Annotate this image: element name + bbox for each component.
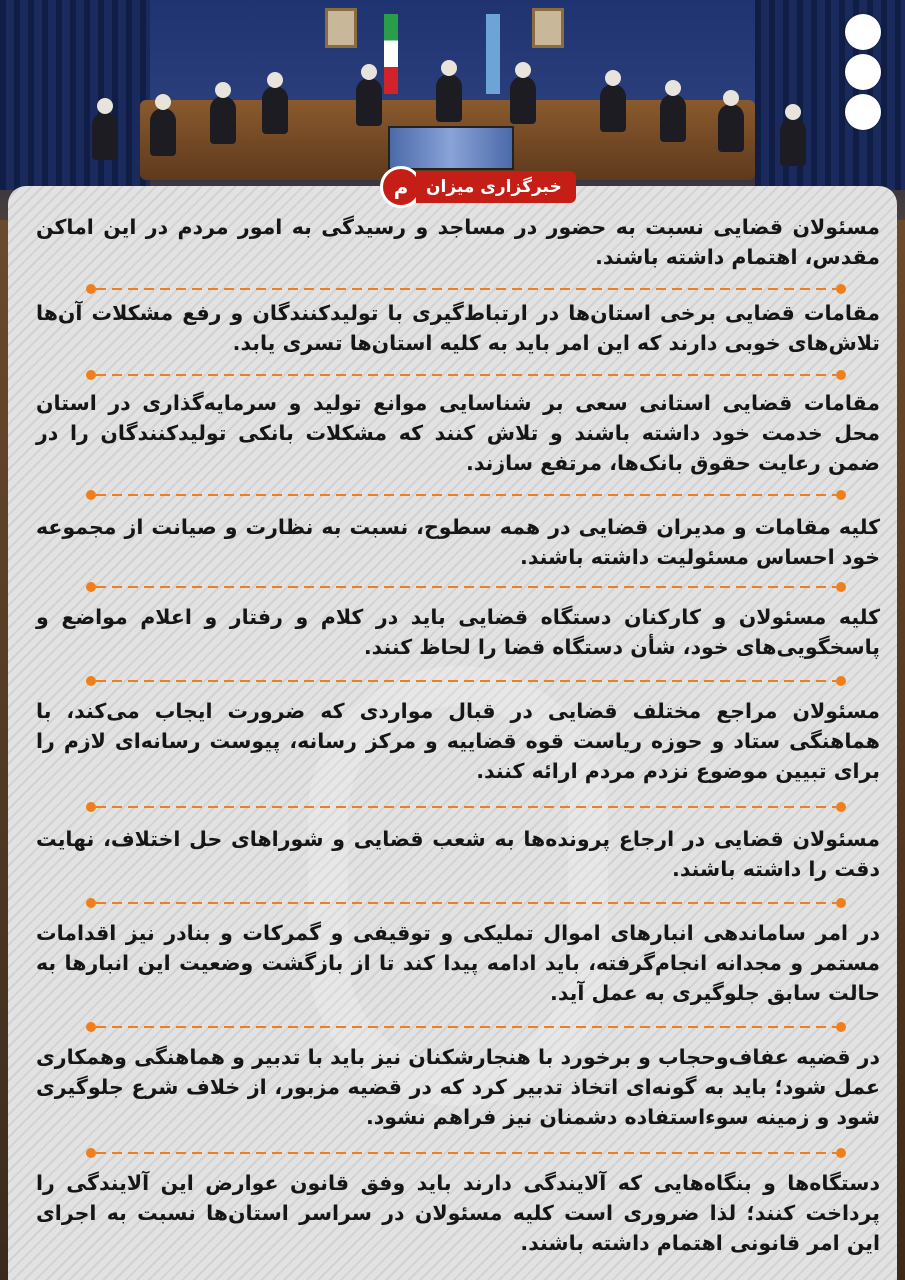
photo-person <box>356 78 382 126</box>
list-item: مسئولان مراجع مختلف قضایی در قبال مواردی که ضرورت ایجاب می‌کند، با هماهنگی ستاد و حوزه ریاست قوه قضاییه و مرکز رسانه، پیوست رسانه‌ای لازم را برای تبیین موضوع نزدم مردم ارائه کنند. <box>36 699 880 783</box>
list-item: مقامات قضایی استانی سعی بر شناسایی موانع تولید و سرمایه‌گذاری در استان محل خدمت خود داشته باشند و تلاش کنند که مشکلات بانکی تولیدکنندگان را در ضمن رعایت حقوق بانک‌ها، مرتفع سازند. <box>36 391 880 475</box>
photo-person <box>92 112 118 160</box>
item-separator <box>96 494 836 496</box>
item-separator <box>96 374 836 376</box>
photo-portrait-left <box>325 8 357 48</box>
list-item: کلیه مسئولان و کارکنان دستگاه قضایی باید در کلام و رفتار و اعلام مواضع و پاسخگویی‌های خود، شأن دستگاه قضا را لحاظ کنند. <box>36 605 880 659</box>
list-item: کلیه مقامات و مدیران قضایی در همه سطوح، نسبت به نظارت و صیانت از مجموعه خود احساس مسئولیت داشته باشند. <box>36 515 880 569</box>
item-separator <box>96 586 836 588</box>
list-item: در امر ساماندهی انبارهای اموال تملیکی و توقیفی و گمرکات و بنادر نیز اقدامات مستمر و مجدانه انجام‌گرفته، باید ادامه پیدا کند تا از بازگشت وضعیت این انبارها به حالت سابق جلوگیری به عمل آید. <box>36 921 880 1005</box>
more-dots-icon[interactable] <box>845 14 883 134</box>
item-separator <box>96 902 836 904</box>
item-separator <box>96 288 836 290</box>
logo-mark: م <box>380 166 422 208</box>
photo-person <box>210 96 236 144</box>
dot <box>845 54 881 90</box>
list-item: دستگاه‌ها و بنگاه‌هایی که آلایندگی دارند باید وفق قانون عوارض این آلایندگی را پرداخت کنند؛ لذا ضروری است کلیه مسئولان در سراسر استان‌ها نسبت به اجرای این امر قانونی اهتمام داشته باشند. <box>36 1171 880 1255</box>
list-item: مقامات قضایی برخی استان‌ها در ارتباط‌گیری با تولیدکنندگان و رفع مشکلات آن‌ها تلاش‌های خوبی دارند که این امر باید به کلیه استان‌ها تسری یابد. <box>36 301 880 355</box>
dot <box>845 14 881 50</box>
list-item: مسئولان قضایی در ارجاع پرونده‌ها به شعب قضایی و شوراهای حل اختلاف، نهایت دقت را داشته باشند. <box>36 827 880 881</box>
dot <box>845 94 881 130</box>
photo-flag-judiciary <box>486 14 500 94</box>
frame-left-edge <box>0 220 8 1280</box>
item-separator <box>96 1026 836 1028</box>
photo-screen <box>388 126 514 170</box>
photo-flag-iran <box>384 14 398 94</box>
list-item: مسئولان قضایی نسبت به حضور در مساجد و رسیدگی به امور مردم در این اماکن مقدس، اهتمام داشته باشند. <box>36 215 880 269</box>
photo-person <box>150 108 176 156</box>
photo-portrait-right <box>532 8 564 48</box>
item-separator <box>96 806 836 808</box>
list-item: در قضیه عفاف‌وحجاب و برخورد با هنجارشکنان نیز باید با تدبیر و هماهنگی وهمکاری عمل شود؛ باید به گونه‌ای اتخاذ تدبیر کرد که در قضیه مزبور، از خلاف شرع جلوگیری شود و زمینه سوءاستفاده دشمنان نیز فراهم نشود. <box>36 1045 880 1129</box>
logo-text: خبرگزاری میزان <box>416 171 576 203</box>
photo-person <box>780 118 806 166</box>
photo-person <box>600 84 626 132</box>
item-separator <box>96 680 836 682</box>
photo-person <box>660 94 686 142</box>
item-separator <box>96 1152 836 1154</box>
photo-person <box>510 76 536 124</box>
photo-person <box>436 74 462 122</box>
brand-logo <box>380 166 576 208</box>
photo-person <box>718 104 744 152</box>
photo-person <box>262 86 288 134</box>
frame-right-edge <box>897 220 905 1280</box>
photo-curtain-left <box>0 0 150 190</box>
